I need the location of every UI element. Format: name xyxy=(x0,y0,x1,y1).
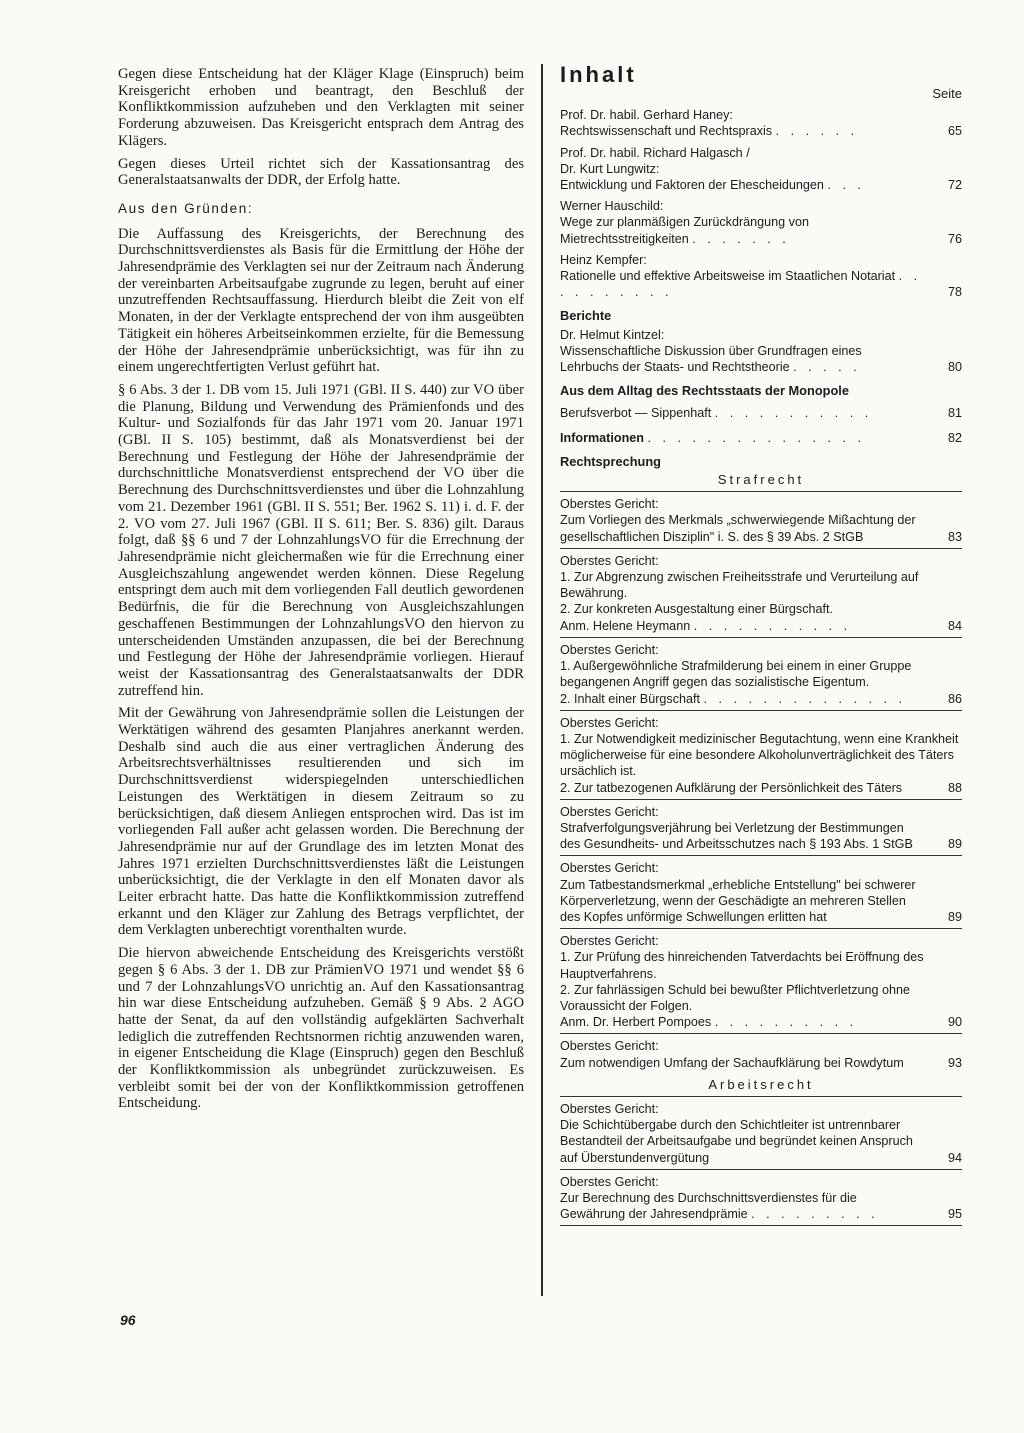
body-paragraph-3: Mit der Gewährung von Jahresendprämie sollen die Leistungen der Werktätigen während des gesamten Planjahres anerkannt werden. Deshalb sind auch die aus einer vertraglichen Änderung des Arbeitsrechtsverhältnisses resultierenden und sich im Durchschnittsverdienst widerspiegelnden unterschiedlichen Leistungen des Werktätigen in diesem Zeitraum so zu berücksichtigen, daß diesem Anliegen entsprochen wird. Das ist im vorliegenden Fall außer acht gelassen worden. Die Berechnung der Jahresendprämie nur auf der Grundlage des im letzten Monat des Jahres 1971 erzielten Durchschnittsverdienstes läßt die Leistungen unberücksichtigt, die der Verklagte in den elf Monaten davor als Leiter erbracht hatte. Das hatte die Konfliktkommission zutreffend erkannt und den Kläger zur Zahlung des Betrags verpflichtet, der dem Verklagten unberechtigt vorenthalten wurde. xyxy=(118,705,524,939)
toc-title: 1. Zur Prüfung des hinreichenden Tatverdachts bei Eröffnung des Hauptverfahrens. xyxy=(560,950,924,981)
annotation-author: Anm. Helene Heymann xyxy=(560,618,691,633)
toc-page: 65 xyxy=(947,124,962,139)
toc-page: 89 xyxy=(947,837,962,852)
toc-page: 95 xyxy=(947,1207,962,1222)
toc-entry: Heinz Kempfer: Rationelle und effektive Arbeitsweise im Staatlichen Notariat . . . . . . . . . . 78 xyxy=(560,252,962,300)
toc-title: 1. Außergewöhnliche Strafmilderung bei einem in einer Gruppe begangenen Angriff gegen das sozialistische Eigentum. xyxy=(560,659,912,690)
subsection-strafrecht: Strafrecht xyxy=(717,472,805,488)
leader-dots: . . . . . . xyxy=(775,124,859,139)
toc-title: Die Schichtübergabe durch den Schichtleiter ist untrennbarer Bestandteil der Arbeitsaufgabe und begründet keinen Anspruch auf Überstundenvergütung xyxy=(560,1118,913,1165)
toc-title: Zum Tatbestandsmerkmal „erhebliche Entstellung" bei schwerer Körperverletzung, wenn der Geschädigte an mehreren Stellen des Kopfes unförmige Schwellungen erlitten hat xyxy=(560,877,916,924)
toc-page: 83 xyxy=(947,529,962,544)
toc-page: 78 xyxy=(947,285,962,300)
section-berichte: Berichte xyxy=(560,308,612,324)
toc-author: Prof. Dr. habil. Gerhard Haney: xyxy=(560,108,733,123)
court-name: Oberstes Gericht: xyxy=(560,804,659,819)
toc-page: 72 xyxy=(947,178,962,193)
toc-entry: Oberstes Gericht: 1. Zur Prüfung des hinreichenden Tatverdachts bei Eröffnung des Hauptverfahrens. 2. Zur fahrlässigen Schuld bei bewußter Pflichtverletzung ohne Voraussicht der Folgen. Anm. Dr. Herbert Pompoes . . . . . . . . . . 90 xyxy=(560,934,962,1030)
divider xyxy=(560,710,962,711)
toc-author: Heinz Kempfer: xyxy=(560,252,647,267)
toc-title: Strafverfolgungsverjährung bei Verletzung der Bestimmungen des Gesundheits- und Arbeitsschutzes nach § 193 Abs. 1 StGB xyxy=(560,820,913,852)
divider xyxy=(560,855,962,856)
table-of-contents xyxy=(560,62,962,1226)
toc-title: 2. Inhalt einer Bürgschaft xyxy=(560,691,701,706)
toc-entry xyxy=(560,496,962,545)
toc-page: 82 xyxy=(947,430,962,445)
divider xyxy=(560,491,962,492)
toc-entry: Berufsverbot — Sippenhaft . . . . . . . . . . . 81 xyxy=(560,406,962,421)
court-name: Oberstes Gericht: xyxy=(560,1101,659,1116)
toc-heading: Inhalt xyxy=(560,62,637,87)
body-paragraph-2: § 6 Abs. 3 der 1. DB vom 15. Juli 1971 (GBl. II S. 440) zur VO über die Planung, Bildung und Verwendung des Prämienfonds und des Kultur- und Sozialfonds für das Jahr 1971 vom 20. Januar 1971 (GBl. II S. 105) bestimmt, daß als Monatsverdienst bei der Berechnung und Festlegung der Höhe der Jahresendprämie der durchschnittliche Monatsverdienst entsprechend der VO über die Berechnung des Durchschnittsverdienstes und über die Lohnzahlung vom 21. Dezember 1961 (GBl. II S. 551; Ber. 1962 S. 11) i. d. F. der 2. VO vom 27. Juli 1967 (GBl. II S. 611; Ber. S. 836) gilt. Daraus folgt, daß §§ 6 und 7 der LohnzahlungsVO für die Errechnung der Jahresendprämie nicht gleichermaßen wie für die Errechnung einer Ausgleichszahlung angewendet werden können. Diese Regelung entspringt dem auch mit dem vorliegenden Fall deutlich gewordenen Bedürfnis, die für die Berechnung von Ausgleichszahlungen geschaffenen Bestimmungen der LohnzahlungsVO den hiervon zu unterscheidenden Umständen anzupassen, die bei der Berechnung und Festlegung der Höhe der Jahresendprämie vorliegen. Hierauf weist der Kassationsantrag des Generalstaatsanwalts der DDR zutreffend hin. xyxy=(118,381,524,699)
subsection-arbeitsrecht: Arbeitsrecht xyxy=(708,1076,814,1092)
toc-entry xyxy=(560,1038,962,1070)
toc-page: 93 xyxy=(947,1055,962,1070)
divider xyxy=(560,1169,962,1170)
toc-title: Zum Vorliegen des Merkmals „schwerwiegende Mißachtung der gesellschaftlichen Disziplin" i. S. des § 39 Abs. 2 StGB xyxy=(560,513,916,544)
toc-entry xyxy=(560,1101,962,1166)
toc-title: 2. Zur fahrlässigen Schuld bei bewußter Pflichtverletzung ohne Voraussicht der Folgen. xyxy=(560,982,911,1013)
toc-entry: Oberstes Gericht: Zur Berechnung des Durchschnittsverdienstes für die Gewährung der Jahresendprämie . . . . . . . . . 95 xyxy=(560,1174,962,1222)
toc-page: 76 xyxy=(947,231,962,246)
toc-title: 1. Zur Notwendigkeit medizinischer Begutachtung, wenn eine Krankheit möglicherweise für eine besondere Alkoholunverträglichkeit des Täters ursächlich ist. xyxy=(560,731,959,779)
court-name: Oberstes Gericht: xyxy=(560,553,659,568)
toc-page: 86 xyxy=(947,691,962,706)
toc-entry: Oberstes Gericht: 1. Zur Abgrenzung zwischen Freiheitsstrafe und Verurteilung auf Bewährung. 2. Zur konkreten Ausgestaltung einer Bürgschaft. Anm. Helene Heymann . . . . . . . . . . . 84 xyxy=(560,553,962,633)
court-name: Oberstes Gericht: xyxy=(560,497,659,512)
court-name: Oberstes Gericht: xyxy=(560,715,659,730)
toc-entry xyxy=(560,804,962,853)
page-column-label: Seite xyxy=(932,86,962,101)
toc-title: Entwicklung und Faktoren der Ehescheidungen xyxy=(560,178,824,193)
toc-page: 89 xyxy=(947,909,962,924)
toc-entry: Oberstes Gericht: 1. Außergewöhnliche Strafmilderung bei einem in einer Gruppe begangenen Angriff gegen das sozialistische Eigentum. 2. Inhalt einer Bürgschaft . . . . . . . . . . . . . . 86 xyxy=(560,642,962,706)
divider xyxy=(560,1033,962,1034)
toc-page: 90 xyxy=(947,1015,962,1030)
divider xyxy=(560,1225,962,1226)
toc-author: Dr. Kurt Lungwitz: xyxy=(560,161,660,176)
column-divider xyxy=(541,64,543,1296)
court-name: Oberstes Gericht: xyxy=(560,642,659,657)
toc-title: Rationelle und effektive Arbeitsweise im Staatlichen Notariat xyxy=(560,269,896,284)
section-alltag: Aus dem Alltag des Rechtsstaats der Monopole xyxy=(560,383,849,399)
toc-author: Prof. Dr. habil. Richard Halgasch / xyxy=(560,145,750,160)
intro-paragraph: Gegen diese Entscheidung hat der Kläger Klage (Einspruch) beim Kreisgericht erhoben und beantragt, den Beschluß der Konfliktkommission aufzuheben und den Verklagten mit seiner Forderung abzuweisen. Das Kreisgericht entsprach dem Antrag des Klägers. xyxy=(118,66,524,149)
toc-entry: Werner Hauschild: Wege zur planmäßigen Zurückdrängung von Mietrechtsstreitigkeiten . . . . . . . 76 xyxy=(560,199,962,246)
court-name: Oberstes Gericht: xyxy=(560,861,659,876)
toc-title: Zum notwendigen Umfang der Sachaufklärung bei Rowdytum xyxy=(560,1055,904,1070)
divider xyxy=(560,637,962,638)
toc-page: 84 xyxy=(947,618,962,633)
section-informationen: Informationen xyxy=(560,430,644,445)
toc-page: 81 xyxy=(947,406,962,421)
toc-title: 2. Zur konkreten Ausgestaltung einer Bürgschaft. xyxy=(560,602,834,617)
toc-entry xyxy=(560,860,962,925)
toc-entry: Prof. Dr. habil. Richard Halgasch / Dr. Kurt Lungwitz: Entwicklung und Faktoren der Ehescheidungen . . . 72 xyxy=(560,145,962,193)
toc-title: Berufsverbot — Sippenhaft xyxy=(560,406,712,421)
toc-title: Wege zur planmäßigen Zurückdrängung von Mietrechtsstreitigkeiten xyxy=(560,215,809,246)
divider xyxy=(560,799,962,800)
intro-paragraph-2: Gegen dieses Urteil richtet sich der Kassationsantrag des Generalstaatsanwalts der DDR, der Erfolg hatte. xyxy=(118,155,524,189)
section-heading: Aus den Gründen: xyxy=(118,200,254,216)
toc-entry: Dr. Helmut Kintzel: Wissenschaftliche Diskussion über Grundfragen eines Lehrbuchs der Staats- und Rechtstheorie . . . . . 80 xyxy=(560,327,962,375)
toc-title: 2. Zur tatbezogenen Aufklärung der Persönlichkeit des Täters xyxy=(560,780,903,795)
body-paragraph-4: Die hiervon abweichende Entscheidung des Kreisgerichts verstößt gegen § 6 Abs. 3 der 1. DB zur PrämienVO 1971 und wendet §§ 6 und 7 der LohnzahlungsVO unrichtig an. Auf den Kassationsantrag hin war diese Entscheidung aufzuheben. Gemäß § 9 Abs. 2 AGO hatte der Senat, da auf den vollständig aufgeklärten Sachverhalt lediglich die zutreffenden Rechtsnormen richtig anzuwenden waren, in eigener Entscheidung die Klage (Einspruch) gegen den Beschluß der Konfliktkommission als unbegründet zurückzuweisen. Es verbleibt somit bei der von der Konfliktkommission getroffenen Entscheidung. xyxy=(118,945,524,1112)
toc-page: 88 xyxy=(947,780,962,795)
court-name: Oberstes Gericht: xyxy=(560,934,659,949)
toc-title: 1. Zur Abgrenzung zwischen Freiheitsstrafe und Verurteilung auf Bewährung. xyxy=(560,570,919,601)
body-paragraph-1: Die Auffassung des Kreisgerichts, der Berechnung des Durchschnittsverdienstes als Basis für die Ermittlung der Höhe der Jahresendprämie des Verklagten sei nur der Zeitraum nach Änderung der vereinbarten Arbeitsaufgabe zugrunde zu legen, beruht auf einer unzutreffenden Rechtsauffassung. Hierdurch bleibt die Zeit von elf Monaten, in der der Verklagte entsprechend der von ihm ausgeübten Tätigkeit ein höheres Arbeitseinkommen erzielte, für die Bemessung der Höhe der Jahresendprämie unberücksichtigt, was für ihn zu einem ungerechtfertigten Verlust geführt hat. xyxy=(118,225,524,376)
toc-entry xyxy=(560,715,962,796)
annotation-author: Anm. Dr. Herbert Pompoes xyxy=(560,1015,712,1030)
toc-entry xyxy=(560,107,962,139)
toc-title: Rechtswissenschaft und Rechtspraxis xyxy=(560,124,773,139)
toc-page: 80 xyxy=(947,360,962,375)
toc-page: 94 xyxy=(947,1150,962,1165)
toc-title: Wissenschaftliche Diskussion über Grundfragen eines Lehrbuchs der Staats- und Rechtstheorie xyxy=(560,343,862,375)
page-number: 96 xyxy=(120,1312,136,1328)
toc-title: Zur Berechnung des Durchschnittsverdienstes für die Gewährung der Jahresendprämie xyxy=(560,1190,857,1222)
toc-entry: Informationen . . . . . . . . . . . . . . . 82 xyxy=(560,430,962,445)
court-name: Oberstes Gericht: xyxy=(560,1039,659,1054)
divider xyxy=(560,548,962,549)
toc-author: Dr. Helmut Kintzel: xyxy=(560,327,665,342)
divider xyxy=(560,1096,962,1097)
article-column xyxy=(118,66,524,1112)
divider xyxy=(560,928,962,929)
section-rechtsprechung: Rechtsprechung xyxy=(560,453,661,469)
toc-author: Werner Hauschild: xyxy=(560,199,664,214)
court-name: Oberstes Gericht: xyxy=(560,1174,659,1189)
